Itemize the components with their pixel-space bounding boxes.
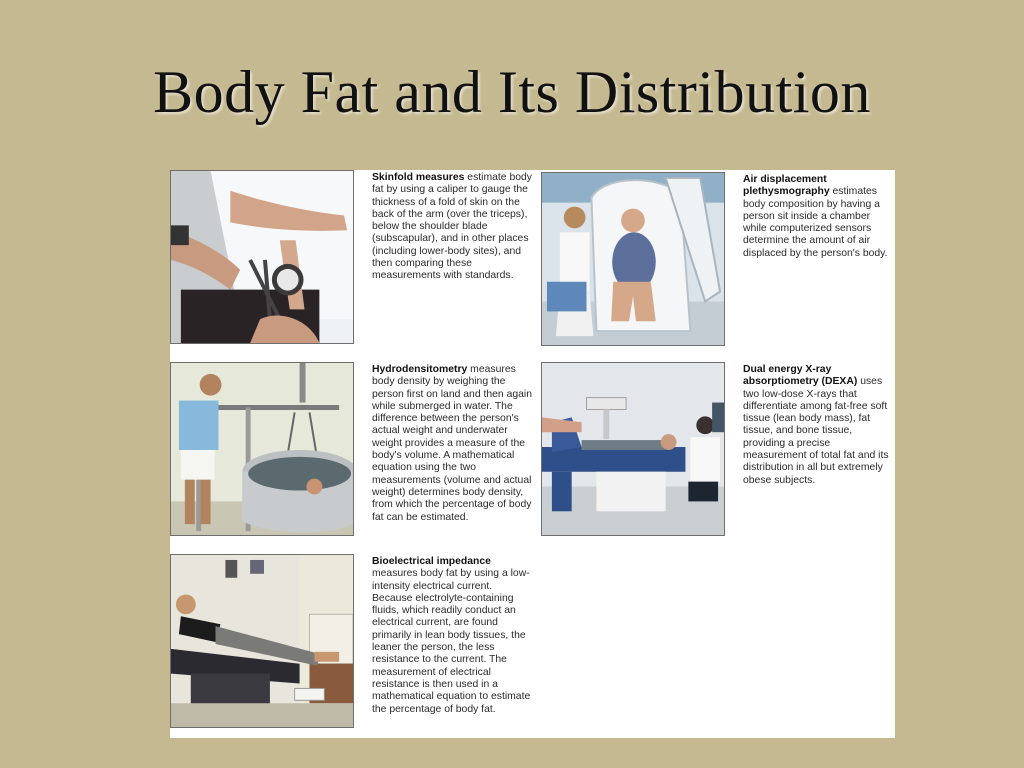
skinfold-description: [372, 172, 532, 283]
air-displacement-text: estimates body composition by having a person sit inside a chamber while computerized sensors determine the amount of air displaced by the person's body.: [743, 186, 888, 259]
hydrodensitometry-text: measures body density by weighing the person first on land and then again while submerged in water. The difference between the person's actual weight and underwater weight provides a measure of the body's volume. A mathematical equation using the two measurements (volume and actual weight) determines body density, from which the percentage of body fat can be estimated.: [372, 364, 533, 523]
hydrodensitometry-description: [372, 364, 532, 524]
dexa-description: [743, 364, 893, 487]
hydrodensitometry-photo: [170, 362, 354, 536]
content-panel: [170, 170, 895, 738]
skinfold-text: estimate body fat by using a caliper to gauge the thickness of a fold of skin on the back of the arm (over the triceps), below the shoulder blade (subscapular), and in other places (including lower-body sites), and then comparing these measurements with standards.: [372, 172, 532, 282]
bioelectrical-description: [372, 556, 532, 716]
dexa-photo: [541, 362, 725, 536]
dexa-text: uses two low-dose X-rays that differentiate among fat-free soft tissue (lean body mass), fat tissue, and bone tissue, providing a precise measurement of total fat and its distribution in all but extremely obese subjects.: [743, 376, 889, 486]
air-displacement-description: [743, 174, 893, 260]
dexa-heading: Dual energy X-ray absorptiometry (DEXA): [743, 364, 858, 388]
bioelectrical-heading: Bioelectrical impedance: [372, 556, 491, 567]
bioelectrical-photo: [170, 554, 354, 728]
skinfold-photo: [170, 170, 354, 344]
skinfold-heading: Skinfold measures: [372, 172, 465, 183]
air-displacement-photo: [541, 172, 725, 346]
slide-title: Body Fat and Its Distribution: [153, 59, 871, 125]
hydrodensitometry-heading: Hydrodensitometry: [372, 364, 468, 375]
bioelectrical-text: measures body fat by using a low-intensity electrical current. Because electrolyte-containing fluids, which readily conduct an electrical current, are found primarily in lean body tissues, the leaner the person, the less resistance to the current. The measurement of electrical resistance is then used in a mathematical equation to estimate the percentage of body fat.: [372, 568, 531, 715]
air-displacement-heading: Air displacement plethysmography: [743, 174, 830, 198]
